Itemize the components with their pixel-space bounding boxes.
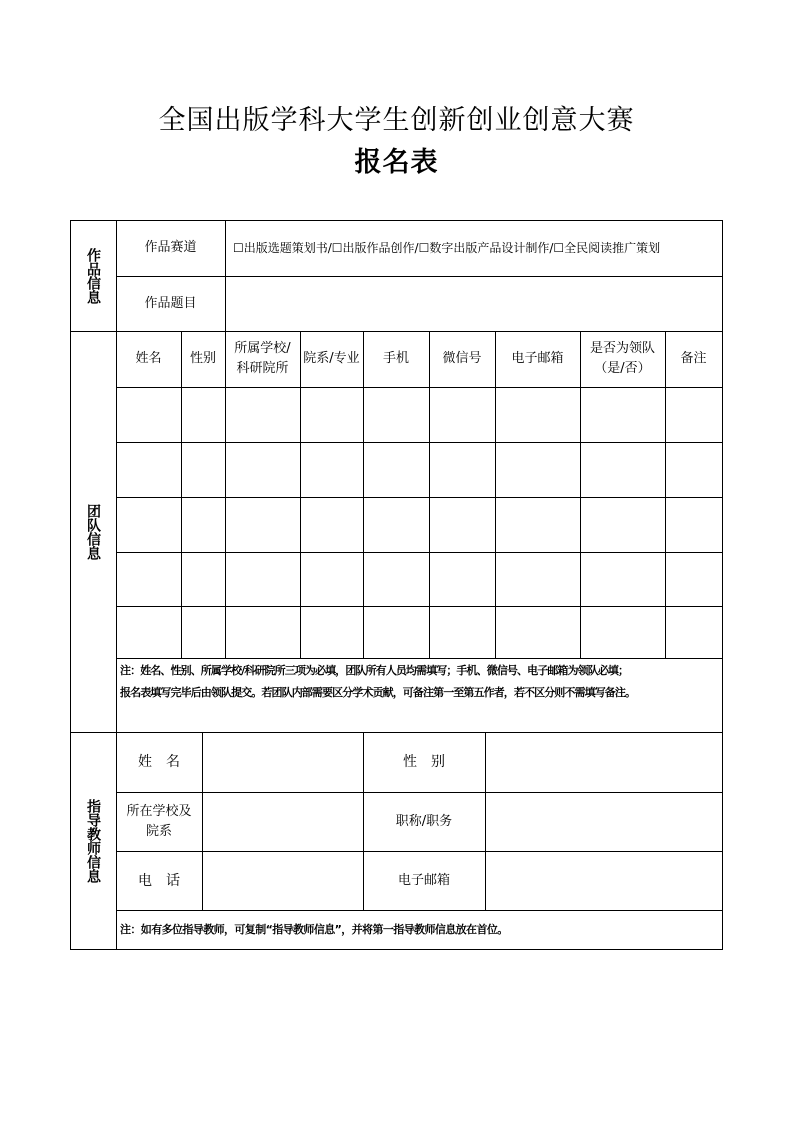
team-member-row[interactable]	[117, 498, 722, 552]
work-title-label: 作品题目	[144, 295, 197, 311]
work-title-input[interactable]	[226, 277, 722, 331]
advisor-note: 注：如有多位指导教师，可复制“指导教师信息”，并将第一指导教师信息放在首位。	[120, 923, 508, 936]
team-note-line2: 报名表填写完毕后由领队提交。若团队内部需要区分学术贡献，可备注第一至第五作者，若不区分则不需填写备注。	[120, 686, 636, 699]
team-col-leader: 是否为领队（是/否）	[589, 341, 655, 376]
advisor-email-label: 电子邮箱	[397, 872, 450, 888]
work-track-options[interactable]: ☐出版选题策划书/☐出版作品创作/☐数字出版产品设计制作/☐全民阅读推广策划	[233, 241, 661, 255]
advisor-phone-label: 电 话	[138, 872, 180, 889]
advisor-name-label: 姓 名	[138, 754, 180, 770]
team-col-wechat: 微信号	[442, 351, 482, 366]
work-track-label: 作品赛道	[144, 240, 197, 255]
team-col-gender: 性别	[189, 351, 216, 366]
team-info-section-label: 团队信息	[85, 503, 101, 560]
advisor-school-label: 所在学校及院系	[126, 803, 192, 839]
advisor-phone-input[interactable]	[203, 852, 363, 910]
team-note-line1: 注：姓名、性别、所属学校/科研院所三项为必填，团队所有人员均需填写；手机、微信号、电子邮箱为领队必填；	[120, 664, 629, 677]
team-member-row[interactable]	[117, 443, 722, 497]
advisor-gender-label: 性 别	[403, 754, 445, 770]
work-info-section-label: 作品信息	[85, 247, 101, 304]
team-col-department: 院系/专业	[303, 351, 360, 366]
team-col-email: 电子邮箱	[511, 351, 564, 366]
advisor-name-input[interactable]	[203, 733, 363, 792]
team-member-row[interactable]	[117, 553, 722, 606]
form-subtitle: 报名表	[354, 147, 439, 178]
team-member-row[interactable]	[117, 388, 722, 442]
advisor-email-input[interactable]	[486, 852, 722, 910]
team-col-phone: 手机	[382, 351, 409, 366]
advisor-title-input[interactable]	[486, 793, 722, 851]
team-member-row[interactable]	[117, 607, 722, 658]
team-col-school: 所属学校/科研院所	[234, 341, 291, 376]
team-col-name: 姓名	[135, 351, 162, 366]
advisor-gender-input[interactable]	[486, 733, 722, 792]
advisor-title-label: 职称/职务	[395, 813, 453, 829]
team-note	[120, 660, 720, 704]
form-title: 全国出版学科大学生创新创业创意大赛	[158, 105, 635, 136]
advisor-info-section-label: 指导教师信息	[85, 798, 101, 883]
team-col-remark: 备注	[680, 351, 707, 366]
advisor-school-input[interactable]	[203, 793, 363, 851]
